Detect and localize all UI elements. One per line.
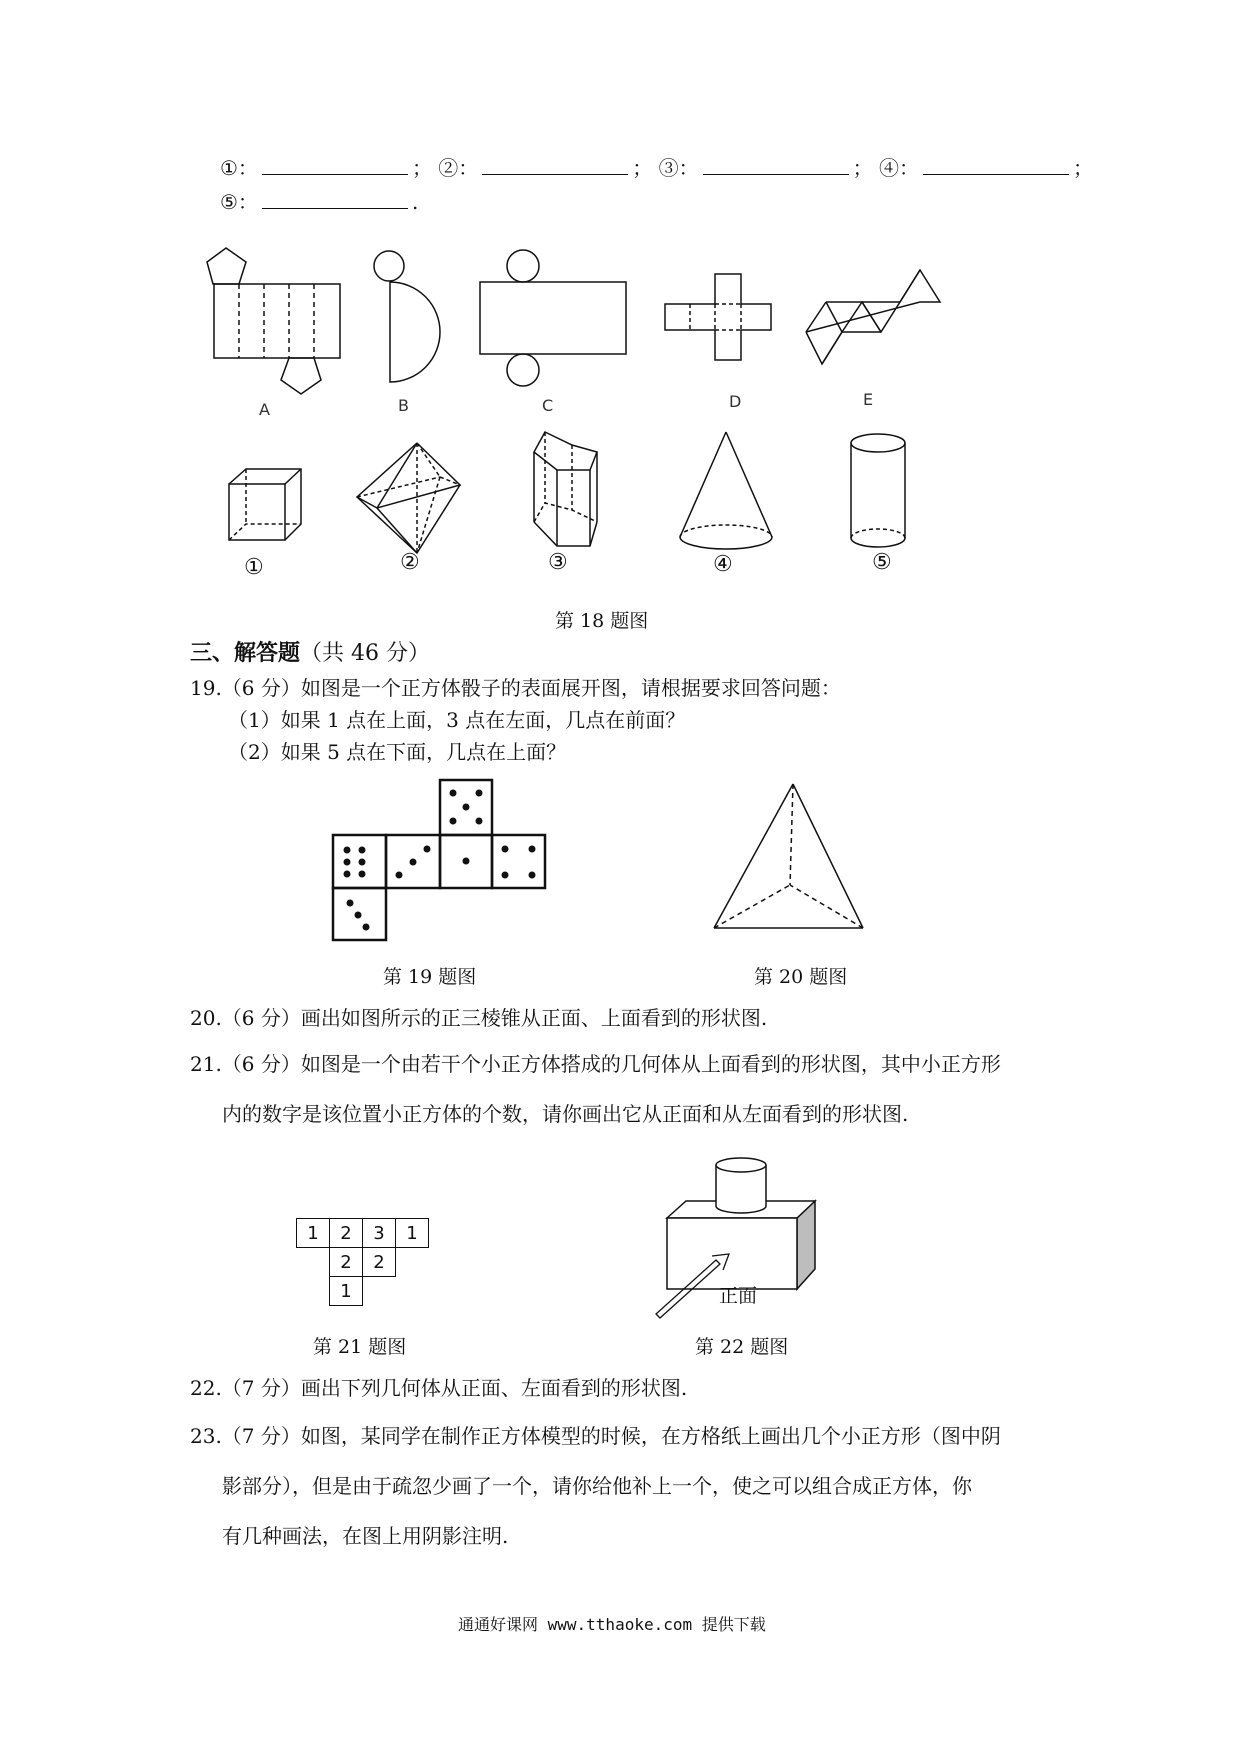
block-front-face — [667, 1218, 797, 1289]
q23-line3: 有几种画法，在图上用阴影注明. — [222, 1524, 509, 1548]
grid-cell: 3 — [363, 1219, 396, 1248]
page-footer: 通通好课网 www.tthaoke.com 提供下载 — [458, 1615, 766, 1634]
solid-label-4: ④ — [713, 552, 733, 577]
net-label-a: A — [259, 400, 270, 419]
q20-stem: 20.（6 分）画出如图所示的正三棱锥从正面、上面看到的形状图. — [190, 1006, 768, 1030]
figure-22-caption: 第 22 题图 — [695, 1336, 789, 1358]
solid-label-2: ② — [400, 550, 420, 575]
q21-stem-line2: 内的数字是该位置小正方体的个数，请你画出它从正面和从左面看到的形状图. — [222, 1102, 909, 1126]
separator: ； — [852, 156, 873, 180]
separator: ； — [632, 156, 653, 180]
q22-stem: 22.（7 分）画出下列几何体从正面、左面看到的形状图. — [190, 1376, 688, 1400]
blank-label-1: ①： — [220, 156, 258, 180]
figure-20-caption: 第 20 题图 — [754, 966, 848, 988]
grid-cell: 2 — [330, 1248, 363, 1277]
grid-cell: 2 — [330, 1219, 363, 1248]
blank-label-3: ③： — [658, 156, 699, 180]
solid-label-1: ① — [244, 555, 264, 580]
separator: ； — [1073, 156, 1094, 180]
figure-19-caption: 第 19 题图 — [383, 966, 477, 988]
q21-stem-line1: 21.（6 分）如图是一个由若干个小正方体搭成的几何体从上面看到的形状图，其中小正方形 — [190, 1052, 1001, 1076]
grid-cell: 1 — [396, 1219, 429, 1248]
blank-label-4: ④： — [879, 156, 920, 180]
figure-21-caption: 第 21 题图 — [313, 1336, 407, 1358]
q23-line2: 影部分），但是由于疏忽少画了一个，请你给他补上一个，使之可以组合成正方体，你 — [222, 1474, 972, 1498]
net-label-c: C — [542, 396, 554, 415]
net-label-e: E — [863, 390, 874, 409]
blank-label-5: ⑤： — [220, 190, 258, 214]
q19-part1: （1）如果 1 点在上面，3 点在左面，几点在前面？ — [228, 708, 686, 732]
front-label: 正面 — [719, 1285, 758, 1307]
q19-part2: （2）如果 5 点在下面，几点在上面？ — [228, 740, 567, 764]
section-title-text: 三、解答题 — [190, 640, 301, 666]
section-points: （共 46 分） — [300, 641, 430, 666]
blank-label-2: ②： — [438, 156, 479, 180]
q19-stem: 19.（6 分）如图是一个正方体骰子的表面展开图，请根据要求回答问题： — [190, 676, 841, 700]
cylinder-top — [716, 1158, 766, 1172]
net-label-d: D — [729, 392, 742, 411]
terminator: . — [411, 190, 419, 214]
separator: ； — [411, 156, 432, 180]
q23-line1: 23.（7 分）如图，某同学在制作正方体模型的时候，在方格纸上画出几个小正方形（图中阴 — [190, 1424, 1001, 1448]
grid-cell: 2 — [363, 1248, 396, 1277]
figure-18-caption: 第 18 题图 — [555, 610, 649, 632]
grid-cell: 1 — [330, 1277, 363, 1306]
solid-label-3: ③ — [548, 550, 568, 575]
grid-cell: 1 — [297, 1219, 330, 1248]
solid-label-5: ⑤ — [872, 550, 892, 575]
net-label-b: B — [398, 396, 409, 415]
